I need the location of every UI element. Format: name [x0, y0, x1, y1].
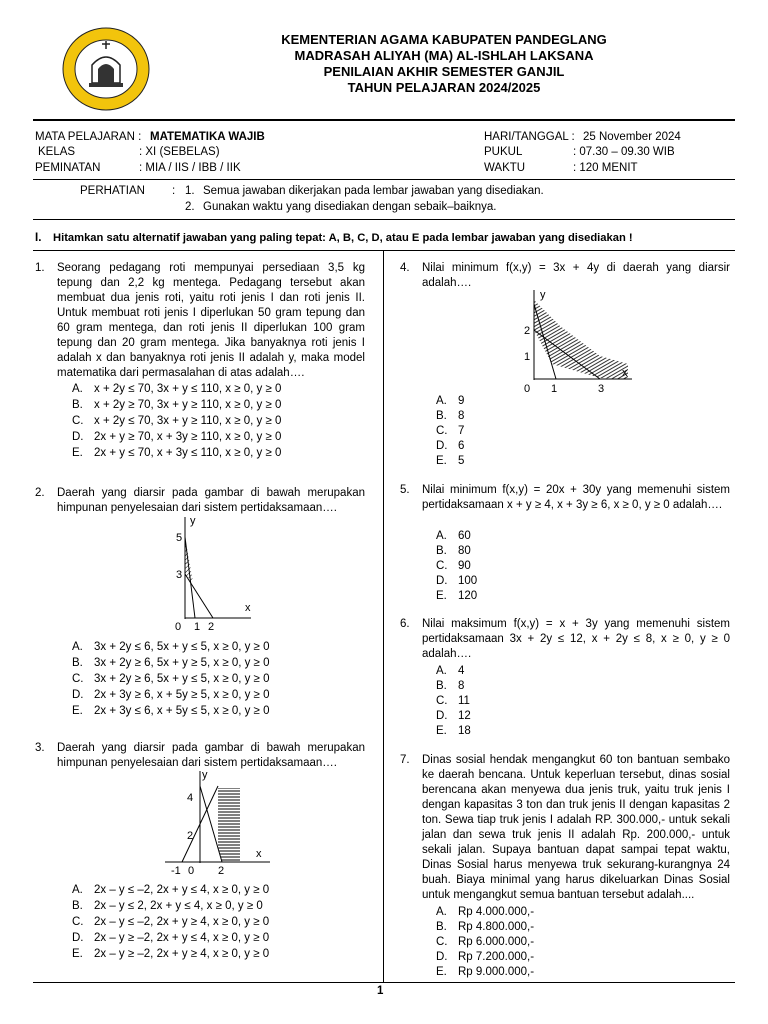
- header-school: MADRASAH ALIYAH (MA) AL-ISHLAH LAKSANA: [294, 48, 594, 63]
- column-divider: [383, 251, 384, 982]
- section-title: Hitamkan satu alternatif jawaban yang paling tepat: A, B, C, D, atau E pada lembar jawaban yang disediakan !: [53, 232, 633, 244]
- option-b[interactable]: B. 3x + 2y ≥ 6, 5x + y ≥ 5, x ≥ 0, y ≥ 0: [72, 657, 270, 669]
- graph-q2: [165, 512, 265, 634]
- option-e[interactable]: E. 18: [436, 725, 471, 737]
- option-e[interactable]: E. 2x + y ≤ 70, x + 3y ≤ 110, x ≥ 0, y ≥ 0: [72, 447, 282, 459]
- option-b[interactable]: B. 2x – y ≤ 2, 2x + y ≤ 4, x ≥ 0, y ≥ 0: [72, 900, 263, 912]
- question-number: 1.: [35, 262, 45, 274]
- info-divider: [33, 179, 735, 180]
- option-e[interactable]: E. 120: [436, 590, 478, 602]
- tick-label: 2: [524, 325, 531, 337]
- question-6: [400, 617, 730, 665]
- option-a[interactable]: A. 9: [436, 395, 465, 407]
- question-text: Dinas sosial hendak mengangkut 60 ton bantuan sembako ke daerah bencana. Untuk keperluan tersebut, dinas sosial berencana akan menyewa dua jenis truk, yaitu truk jenis I dengan kapasitas 3 ton dan truk jenis II dengan kapasitas 2 ton. Sewa tiap truk jenis I adalah RP. 300.000,- untuk sekali jalan dan sewa truk jenis II adalah Rp. 200.000,- untuk sekali jalan. Supaya bantuan dapat sampai tepat waktu, Dinas Sosial harus menyewa truk sekurang-kurangnya 24 buah. Biaya minimal yang harus dikeluarkan Dinas Sosial untuk mengangkut semua bantuan tersebut adalah....: [422, 754, 730, 901]
- major-label: PEMINATAN: [35, 162, 101, 174]
- page-number: 1: [377, 985, 384, 997]
- header-ministry: KEMENTERIAN AGAMA KABUPATEN PANDEGLANG: [281, 32, 607, 47]
- question-text: Nilai minimum f(x,y) = 20x + 30y yang memenuhi sistem pertidaksamaan x + y ≥ 4, x + 3y ≥ 6, x ≥ 0, y ≥ 0 adalah….: [422, 484, 730, 511]
- time-value: : 07.30 – 09.30 WIB: [573, 146, 675, 158]
- option-e[interactable]: E. 2x – y ≥ –2, 2x + y ≥ 4, x ≥ 0, y ≥ 0: [72, 948, 270, 960]
- question-text: Daerah yang diarsir pada gambar di bawah merupakan himpunan penyelesaian dari sistem pertidaksamaan….: [57, 487, 365, 514]
- question-number: 2.: [35, 487, 45, 499]
- header-year: TAHUN PELAJARAN 2024/2025: [347, 80, 541, 95]
- graph-q4: [510, 284, 640, 396]
- option-b[interactable]: B. 8: [436, 680, 465, 692]
- option-c[interactable]: C. 3x + 2y ≥ 6, 5x + y ≤ 5, x ≥ 0, y ≥ 0: [72, 673, 270, 685]
- question-number: 5.: [400, 484, 410, 496]
- option-d[interactable]: D. 2x + 3y ≥ 6, x + 5y ≥ 5, x ≥ 0, y ≥ 0: [72, 689, 270, 701]
- tick-label: 2: [208, 621, 215, 633]
- option-a[interactable]: A. 3x + 2y ≤ 6, 5x + y ≤ 5, x ≥ 0, y ≥ 0: [72, 641, 270, 653]
- tick-label: 0: [175, 621, 182, 633]
- option-e[interactable]: E. 5: [436, 455, 465, 467]
- question-number: 7.: [400, 754, 410, 766]
- tick-label: 1: [524, 351, 531, 363]
- option-c[interactable]: C. 7: [436, 425, 465, 437]
- question-5: [400, 483, 730, 531]
- question-1: [35, 261, 365, 397]
- date-label: HARI/TANGGAL :: [484, 131, 575, 143]
- question-7: [400, 753, 730, 905]
- option-c[interactable]: C. x + 2y ≤ 70, 3x + y ≥ 110, x ≥ 0, y ≥ 0: [72, 415, 282, 427]
- option-d[interactable]: D. 2x + y ≥ 70, x + 3y ≥ 110, x ≥ 0, y ≥ 0: [72, 431, 282, 443]
- question-number: 6.: [400, 618, 410, 630]
- option-e[interactable]: E. 2x + 3y ≤ 6, x + 5y ≤ 5, x ≥ 0, y ≥ 0: [72, 705, 270, 717]
- notice-item-text: Semua jawaban dikerjakan pada lembar jawaban yang disediakan.: [203, 185, 544, 197]
- option-b[interactable]: B. 8: [436, 410, 465, 422]
- option-a[interactable]: A. x + 2y ≤ 70, 3x + y ≤ 110, x ≥ 0, y ≥ 0: [72, 383, 282, 395]
- question-text: Seorang pedagang roti mempunyai persediaan 3,5 kg tepung dan 2,2 kg mentega. Pedagang tersebut akan membuat dua jenis roti, yaitu roti jenis I dan roti jenis II. Untuk membuat roti jenis I diperlukan 50 gram tepung dan 60 gram mentega, dan roti jenis II diperlukan 100 gram tepung dan 20 gram mentega. Jika banyaknya roti jenis I adalah x dan banyaknya roti jenis II adalah y, maka model matematika dari permasalahan di atas adalah….: [57, 262, 365, 379]
- tick-label: 2: [187, 830, 194, 842]
- header-exam: PENILAIAN AKHIR SEMESTER GANJIL: [323, 64, 565, 79]
- question-number: 3.: [35, 742, 45, 754]
- tick-label: 1: [194, 621, 201, 633]
- option-b[interactable]: B. x + 2y ≥ 70, 3x + y ≥ 110, x ≥ 0, y ≥ 0: [72, 399, 282, 411]
- option-c[interactable]: C. 2x – y ≤ –2, 2x + y ≥ 4, x ≥ 0, y ≥ 0: [72, 916, 270, 928]
- axis-label-y: y: [540, 289, 546, 301]
- option-c[interactable]: C. 90: [436, 560, 471, 572]
- tick-label: 5: [176, 532, 183, 544]
- notice-item-text: Gunakan waktu yang disediakan dengan sebaik–baiknya.: [203, 201, 497, 213]
- option-d[interactable]: D. 2x – y ≥ –2, 2x + y ≤ 4, x ≥ 0, y ≥ 0: [72, 932, 270, 944]
- tick-label: 3: [598, 383, 605, 395]
- notice-colon: :: [172, 185, 176, 197]
- major-value: : MIA / IIS / IBB / IIK: [139, 162, 241, 174]
- footer-divider: [33, 982, 735, 983]
- question-text: Nilai minimum f(x,y) = 3x + 4y di daerah yang diarsir adalah….: [422, 262, 730, 289]
- axis-label-x: x: [245, 602, 251, 614]
- option-d[interactable]: D. 6: [436, 440, 465, 452]
- option-e[interactable]: E. Rp 9.000.000,-: [436, 966, 535, 978]
- notice-item-num: 1.: [185, 185, 195, 197]
- subject-label: MATA PELAJARAN :: [35, 131, 142, 143]
- class-value: : XI (SEBELAS): [139, 146, 220, 158]
- axis-label-x: x: [622, 367, 628, 379]
- option-d[interactable]: D. 100: [436, 575, 478, 587]
- option-d[interactable]: D. Rp 7.200.000,-: [436, 951, 535, 963]
- notice-label: PERHATIAN: [80, 185, 145, 197]
- tick-label: 3: [176, 569, 183, 581]
- option-b[interactable]: B. Rp 4.800.000,-: [436, 921, 535, 933]
- tick-label: 0: [188, 865, 195, 877]
- option-c[interactable]: C. Rp 6.000.000,-: [436, 936, 535, 948]
- axis-label-x: x: [256, 848, 262, 860]
- notice-item-num: 2.: [185, 201, 195, 213]
- question-text: Daerah yang diarsir pada gambar di bawah merupakan himpunan penyelesaian dari sistem pertidaksamaan….: [57, 742, 365, 769]
- axis-label-y: y: [202, 769, 208, 781]
- duration-label: WAKTU: [484, 162, 526, 174]
- date-value: 25 November 2024: [583, 131, 681, 143]
- option-a[interactable]: A. Rp 4.000.000,-: [436, 906, 535, 918]
- option-b[interactable]: B. 80: [436, 545, 471, 557]
- axis-label-y: y: [190, 515, 196, 527]
- option-d[interactable]: D. 12: [436, 710, 471, 722]
- header-divider: [33, 119, 735, 121]
- tick-label: -1: [171, 865, 181, 877]
- section-number: I.: [35, 232, 42, 244]
- time-label: PUKUL: [484, 146, 523, 158]
- tick-label: 1: [551, 383, 558, 395]
- option-c[interactable]: C. 11: [436, 695, 470, 707]
- class-label: KELAS: [38, 146, 76, 158]
- section-divider: [33, 250, 735, 251]
- question-number: 4.: [400, 262, 410, 274]
- graph-q3: [160, 766, 280, 878]
- option-a[interactable]: A. 4: [436, 665, 465, 677]
- option-a[interactable]: A. 2x – y ≤ –2, 2x + y ≤ 4, x ≥ 0, y ≥ 0: [72, 884, 270, 896]
- subject-value: MATEMATIKA WAJIB: [150, 131, 265, 143]
- tick-label: 2: [218, 865, 225, 877]
- tick-label: 4: [187, 792, 194, 804]
- tick-label: 0: [524, 383, 531, 395]
- option-a[interactable]: A. 60: [436, 530, 471, 542]
- duration-value: : 120 MENIT: [573, 162, 638, 174]
- question-text: Nilai maksimum f(x,y) = x + 3y yang memenuhi sistem pertidaksamaan 3x + 2y ≤ 12, x + 2y ≤ 8, x ≥ 0, y ≥ 0 adalah….: [422, 618, 730, 660]
- notice-divider: [33, 219, 735, 220]
